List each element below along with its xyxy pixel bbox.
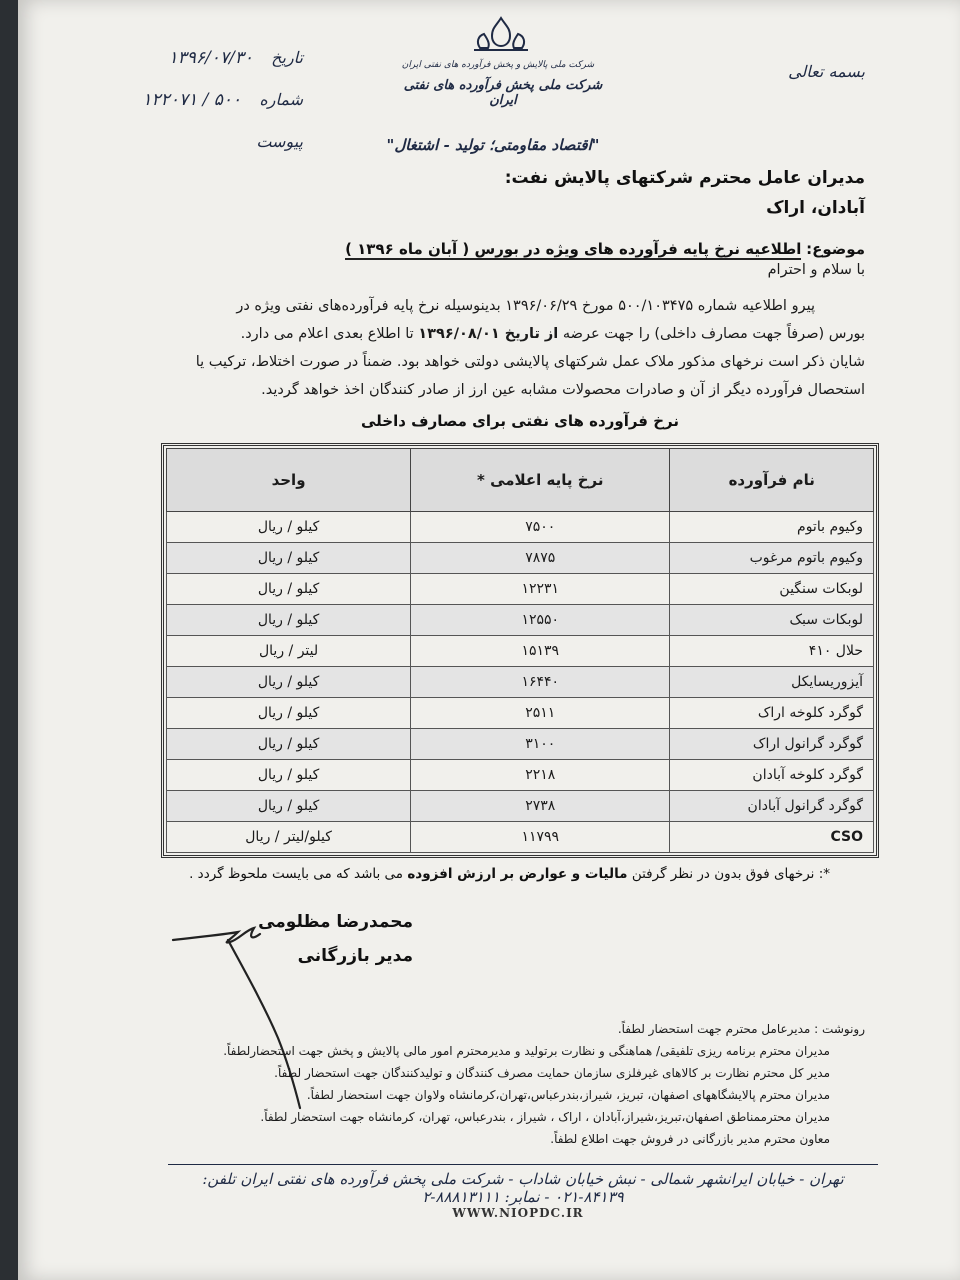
header-rate: نرخ پایه اعلامی * [411,449,670,512]
product-unit: کیلو/لیتر / ریال [167,822,411,853]
table-row [167,822,874,853]
footer-website: WWW.NIOPDC.IR [452,1206,584,1220]
paragraph-2-line-2: استحصال فرآورده دیگر از آن و صادرات محصولات مشابه عین ارز از صادر کنندگان اخذ خواهد گردید. [261,382,865,398]
number-label: شماره [259,90,303,109]
table-row [167,605,874,636]
subject-text: اطلاعیه نرخ پایه فرآورده های ویژه در بورس ( آبان ماه ۱۳۹۶ ) [345,240,802,258]
footnote-suffix: می باشد که می بایست ملحوظ گردد . [189,866,404,882]
table-row [167,512,874,543]
footer-address: تهران - خیابان ایرانشهر شمالی - نبش خیابان شاداب - شرکت ملی پخش فرآورده های نفتی ایران تلفن: ۸۴۱۳۹-۰۲۱ - نمابر: ۸۸۸۱۳۱۱۱-۲ [202,1170,844,1206]
product-rate: ۲۷۳۸ [411,791,670,822]
product-rate: ۲۲۱۸ [411,760,670,791]
logo-main-text: شرکت ملی پخش فرآورده های نفتی ایران [403,78,603,108]
product-name: وکیوم باتوم [670,512,874,543]
product-unit: کیلو / ریال [167,760,411,791]
footnote [189,866,830,882]
product-unit: لیتر / ریال [167,636,411,667]
footer-divider [168,1164,878,1165]
effective-date: از تاریخ ۱۳۹۶/۰۸/۰۱ [418,326,559,342]
product-rate: ۷۸۷۵ [411,543,670,574]
paragraph-1-line-2 [178,320,865,348]
product-name: لوبکات سنگین [670,574,874,605]
product-rate: ۱۵۱۳۹ [411,636,670,667]
cc-line-1: مدیرعامل محترم جهت استحضار لطفاً. [617,1022,811,1036]
product-name: گوگرد گرانول اراک [670,729,874,760]
product-rate: ۱۱۷۹۹ [411,822,670,853]
product-unit: کیلو / ریال [167,698,411,729]
slogan: "اقتصاد مقاومتی؛ تولید - اشتغال" [386,136,600,154]
product-unit: کیلو / ریال [167,667,411,698]
paragraph-1-line-2-c: تا اطلاع بعدی اعلام می دارد. [240,326,414,342]
table-row [167,574,874,605]
letter-sheet [18,0,960,1280]
attachment-label: پیوست [256,132,303,151]
cc-label: رونوشت : [814,1022,865,1036]
number-value: ۵۰۰ / ۱۲۲۰۷۱ [142,90,242,110]
cc-line-2: مدیران محترم برنامه ریزی تلفیقی/ هماهنگی و نظارت برتولید و مدیرمحترم امور مالی پالایش و پخش جهت استحضارلطفاً. [223,1044,830,1058]
footnote-prefix: *: نرخهای فوق بدون در نظر گرفتن [631,866,830,882]
table-row [167,791,874,822]
product-name: گوگرد کلوخه آبادان [670,760,874,791]
table-row [167,543,874,574]
rates-table [166,448,874,853]
product-unit: کیلو / ریال [167,791,411,822]
cc-line-5: مدیران محترممناطق اصفهان،تبریز،شیراز،آبادان ، اراک ، شیراز ، بندرعباس، تهران، کرمانشاه جهت استحضار لطفاً. [260,1110,830,1124]
table-header-row [167,449,874,512]
body-paragraphs [178,292,865,404]
cc-line-3: مدیر کل محترم نظارت بر کالاهای غیرفلزی سازمان حمایت مصرف کنندگان و تولیدکنندگان جهت استحضار لطفاً. [274,1066,830,1080]
product-unit: کیلو / ریال [167,512,411,543]
product-name: حلال ۴۱۰ [670,636,874,667]
footnote-bold: مالیات و عوارض بر ارزش افزوده [407,866,628,882]
recipient-line-1: مدیران عامل محترم شرکتهای پالایش نفت: [504,168,865,188]
date-value: ۱۳۹۶/۰۷/۳۰ [168,48,253,68]
paragraph-2-line-1: شایان ذکر است نرخهای مذکور ملاک عمل شرکتهای پالایشی دولتی خواهد بود. ضمناً در صورت اختلاط، ترکیب یا [195,354,865,370]
header-unit: واحد [167,449,411,512]
table-caption: نرخ فرآورده های نفتی برای مصارف داخلی [361,412,679,430]
paragraph-1-line-1: پیرو اطلاعیه شماره ۵۰۰/۱۰۳۴۷۵ مورخ ۱۳۹۶/۰۶/۲۹ بدینوسیله نرخ پایه فرآورده‌های نفتی ویژه در [236,298,815,314]
product-unit: کیلو / ریال [167,729,411,760]
product-name: CSO [670,822,874,853]
product-name: آیزوریسایکل [670,667,874,698]
date-row [113,48,303,68]
recipient-line-2: آبادان، اراک [766,198,865,218]
product-unit: کیلو / ریال [167,543,411,574]
product-rate: ۱۲۲۳۱ [411,574,670,605]
table-row [167,636,874,667]
cc-block [618,1018,865,1040]
table-row [167,729,874,760]
niopdc-logo-icon [466,14,536,54]
product-name: گوگرد گرانول آبادان [670,791,874,822]
cc-list [130,1040,830,1150]
signer-title: مدیر بازرگانی [297,946,413,966]
product-rate: ۳۱۰۰ [411,729,670,760]
subject-label: موضوع: [806,240,865,258]
product-name: لوبکات سبک [670,605,874,636]
product-rate: ۲۵۱۱ [411,698,670,729]
paragraph-1-line-2-a: بورس (صرفاً جهت مصارف داخلی) را جهت عرضه [562,326,865,342]
product-name: وکیوم باتوم مرغوب [670,543,874,574]
product-unit: کیلو / ریال [167,574,411,605]
table-row [167,760,874,791]
signer-name: محمدرضا مظلومی [258,912,413,932]
table-row [167,698,874,729]
product-rate: ۱۶۴۴۰ [411,667,670,698]
logo-top-text: شرکت ملی پالایش و پخش فرآورده های نفتی ایران [401,60,595,70]
number-row [113,90,303,110]
header-product: نام فرآورده [670,449,874,512]
product-name: گوگرد کلوخه اراک [670,698,874,729]
product-unit: کیلو / ریال [167,605,411,636]
greeting: با سلام و احترام [767,262,865,278]
cc-first-row [618,1018,865,1040]
table-row [167,667,874,698]
date-label: تاریخ [271,48,303,67]
product-rate: ۷۵۰۰ [411,512,670,543]
cc-line-4: مدیران محترم پالایشگاههای اصفهان، تبریز، شیراز،بندرعباس،تهران،کرمانشاه ولاوان جهت استحضار لطفاً. [306,1088,830,1102]
cc-line-6: معاون محترم مدیر بازرگانی در فروش جهت اطلاع لطفاً. [550,1132,830,1146]
invocation: بسمه تعالی [788,62,865,81]
product-rate: ۱۲۵۵۰ [411,605,670,636]
